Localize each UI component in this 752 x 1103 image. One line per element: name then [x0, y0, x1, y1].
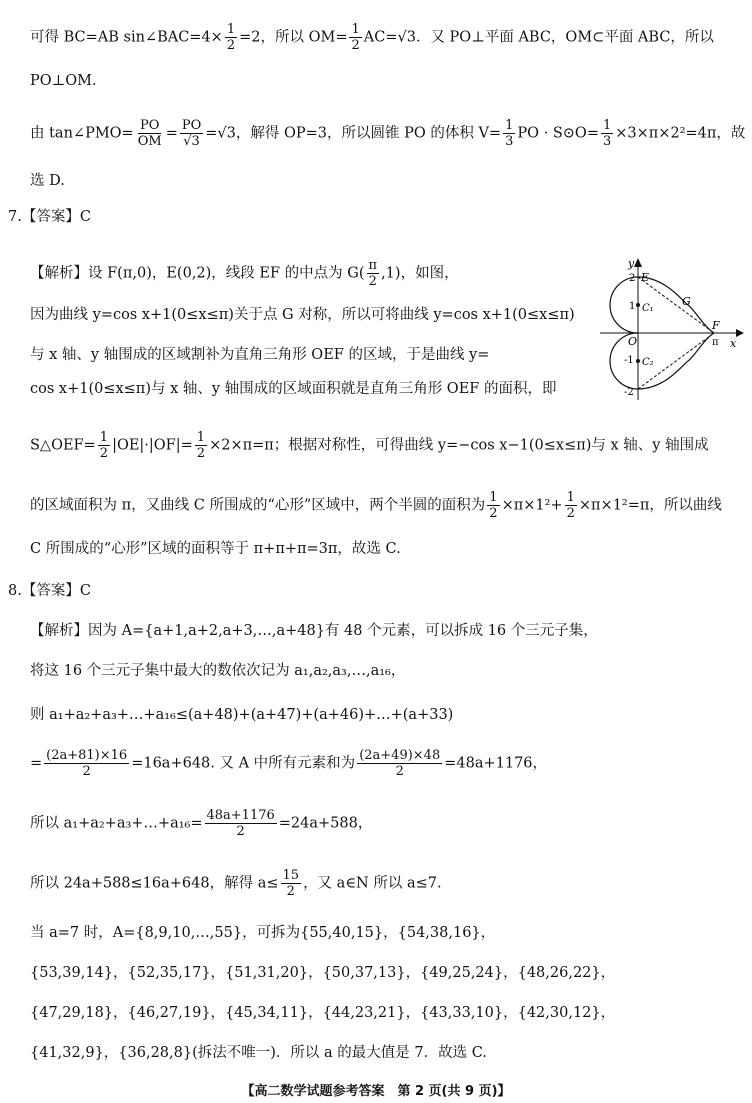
page-footer: 【高二数学试题参考答案 第 2 页(共 9 页)】	[241, 1084, 511, 1099]
q8-line-9: {47,29,18}，{46,27,19}，{45,34,11}，{44,23,21}，{43,33,10}，{42,30,12}，	[30, 1005, 616, 1021]
q7-line-4: cos x+1(0≤x≤π)与 x 轴、y 轴围成的区域面积就是直角三角形 OEF 的面积，即	[30, 381, 557, 397]
text: ×2×π=π；根据对称性，可得曲线 y=−cos x−1(0≤x≤π)与 x 轴、y 轴围成	[209, 437, 709, 454]
text: 可得 BC=AB sin∠BAC=4×	[30, 29, 223, 46]
denominator: 2	[395, 764, 404, 779]
text: ×3×π×2²=4π，故	[615, 125, 746, 142]
q8-line-4	[30, 748, 547, 779]
fraction	[44, 748, 129, 779]
fraction	[225, 22, 237, 53]
q7-line-5	[30, 430, 709, 461]
q8-line-3: 则 a₁+a₂+a₃+…+a₁₆≤(a+48)+(a+47)+(a+46)+…+(a+33)	[30, 707, 454, 723]
label-g: G	[682, 295, 691, 308]
tick-2: 2	[629, 273, 636, 284]
text: ,1)，如图，	[381, 265, 459, 282]
fraction	[195, 430, 207, 461]
text: =	[30, 755, 43, 772]
y-axis-label: y	[628, 257, 635, 270]
q8-line-1: 【解析】因为 A={a+1,a+2,a+3,…,a+48}有 48 个元素，可以拆成 16 个三元子集，	[30, 623, 598, 639]
text: |OE|·|OF|=	[112, 437, 193, 454]
numerator: 1	[505, 118, 514, 133]
numerator: (2a+49)×48	[359, 748, 441, 763]
q8-line-2: 将这 16 个三元子集中最大的数依次记为 a₁,a₂,a₃,…,a₁₆，	[30, 663, 406, 679]
numerator: (2a+81)×16	[46, 748, 128, 763]
fraction	[98, 430, 110, 461]
label-c1: C₁	[642, 303, 654, 314]
fraction	[180, 118, 203, 149]
denominator: 2	[236, 824, 245, 839]
denominator: √3	[183, 134, 200, 149]
numerator: PO	[140, 118, 160, 133]
numerator: 15	[282, 868, 300, 883]
text: AC=√3．又 PO⊥平面 ABC，OM⊂平面 ABC，所以	[363, 29, 714, 46]
q8-line-8: {53,39,14}，{52,35,17}，{51,31,20}，{50,37,13}，{49,25,24}，{48,26,22}，	[30, 965, 616, 981]
tick-minus-1: -1	[624, 355, 634, 366]
fraction	[205, 808, 277, 839]
text: ×π×1²+	[501, 497, 563, 514]
text: S△OEF=	[30, 437, 96, 454]
denominator: 2	[196, 446, 206, 461]
numerator: π	[368, 258, 378, 273]
center-c1	[636, 303, 640, 307]
denominator: OM	[137, 134, 162, 149]
heart-curve-figure	[596, 255, 746, 405]
denominator: 3	[602, 134, 612, 149]
text: =2，所以 OM=	[239, 29, 348, 46]
q8-line-5	[30, 808, 372, 839]
center-c2	[636, 359, 640, 363]
q8-answer: 8.【答案】C	[8, 583, 91, 599]
label-f: F	[712, 319, 720, 332]
text: =24a+588，	[278, 815, 373, 832]
q6-line-2: PO⊥OM.	[30, 73, 97, 89]
q7-line-2: 因为曲线 y=cos x+1(0≤x≤π)关于点 G 对称，所以可将曲线 y=cos x+1(0≤x≤π)	[30, 307, 575, 323]
fraction	[349, 22, 361, 53]
fraction	[367, 258, 380, 289]
q8-line-10: {41,32,9}，{36,28,8}(拆法不唯一)．所以 a 的最大值是 7．故选 C.	[30, 1045, 487, 1061]
denominator: 2	[489, 506, 498, 521]
text: ×π×1²=π，所以曲线	[578, 497, 722, 514]
fraction	[601, 118, 613, 149]
q7-line-7: C 所围成的“心形”区域的面积等于 π+π+π=3π，故选 C.	[30, 541, 401, 557]
numerator: 1	[226, 22, 236, 37]
text: =48a+1176，	[444, 755, 548, 772]
denominator: 3	[505, 134, 514, 149]
label-c2: C₂	[642, 357, 654, 368]
q6-line-3: 由 tan∠PMO= $\frac{PO}{OM}$ = $\frac{PO}{√3}$ =√3，解得 OP=3，所以圆锥 PO 的体积 V= $\frac{1}{3}$ PO · S⊙O= $\frac{1}{3}$ ×3×π×2²=4π，故	[30, 118, 746, 149]
denominator: 2	[368, 274, 377, 289]
text: =√3，解得 OP=3，所以圆锥 PO 的体积 V=	[205, 125, 502, 142]
text: 所以 24a+588≤16a+648，解得 a≤	[30, 875, 279, 892]
numerator: 48a+1176	[206, 808, 275, 823]
denominator: 2	[82, 764, 91, 779]
numerator: 1	[351, 22, 360, 37]
q6-line-1	[30, 22, 714, 53]
fraction	[487, 490, 499, 521]
q7-answer: 7.【答案】C	[8, 209, 91, 225]
tick-1: 1	[629, 301, 636, 312]
text: 所以 a₁+a₂+a₃+…+a₁₆=	[30, 815, 203, 832]
text: ，又 a∈N 所以 a≤7.	[303, 875, 442, 892]
label-e: E	[641, 271, 650, 284]
y-axis-arrow	[634, 258, 642, 267]
tick-minus-2: -2	[624, 387, 634, 398]
q7-line-1	[30, 258, 459, 289]
denominator: 2	[566, 506, 575, 521]
fraction	[503, 118, 515, 149]
numerator: 1	[566, 490, 575, 505]
fraction	[136, 118, 164, 149]
denominator: 2	[226, 38, 236, 53]
q8-line-7: 当 a=7 时，A={8,9,10,…,55}，可拆为{55,40,15}，{54,38,16}，	[30, 925, 496, 941]
text: 由 tan∠PMO=	[30, 125, 134, 142]
numerator: 1	[489, 490, 498, 505]
q8-line-6	[30, 868, 442, 899]
tick-pi: π	[712, 337, 719, 348]
numerator: 1	[99, 430, 109, 445]
text: 的区域面积为 π，又曲线 C 所围成的“心形”区域中，两个半圆的面积为	[30, 497, 486, 514]
numerator: PO	[181, 118, 202, 133]
fraction	[281, 868, 302, 899]
text: =16a+648. 又 A 中所有元素和为	[131, 755, 356, 772]
x-axis-arrow	[736, 329, 744, 337]
denominator: 2	[351, 38, 360, 53]
q7-line-6	[30, 490, 722, 521]
numerator: 1	[602, 118, 612, 133]
fraction	[357, 748, 442, 779]
denominator: 2	[286, 884, 295, 899]
q7-line-3: 与 x 轴、y 轴围成的区域割补为直角三角形 OEF 的区域，于是曲线 y=	[30, 347, 490, 363]
text: PO · S⊙O=	[517, 125, 599, 142]
fraction	[565, 490, 577, 521]
q6-line-4: 选 D.	[30, 173, 65, 189]
numerator: 1	[196, 430, 206, 445]
x-axis-label: x	[730, 337, 737, 350]
label-o: O	[628, 335, 638, 348]
denominator: 2	[99, 446, 109, 461]
text: 【解析】设 F(π,0)，E(0,2)，线段 EF 的中点为 G(	[30, 265, 365, 282]
